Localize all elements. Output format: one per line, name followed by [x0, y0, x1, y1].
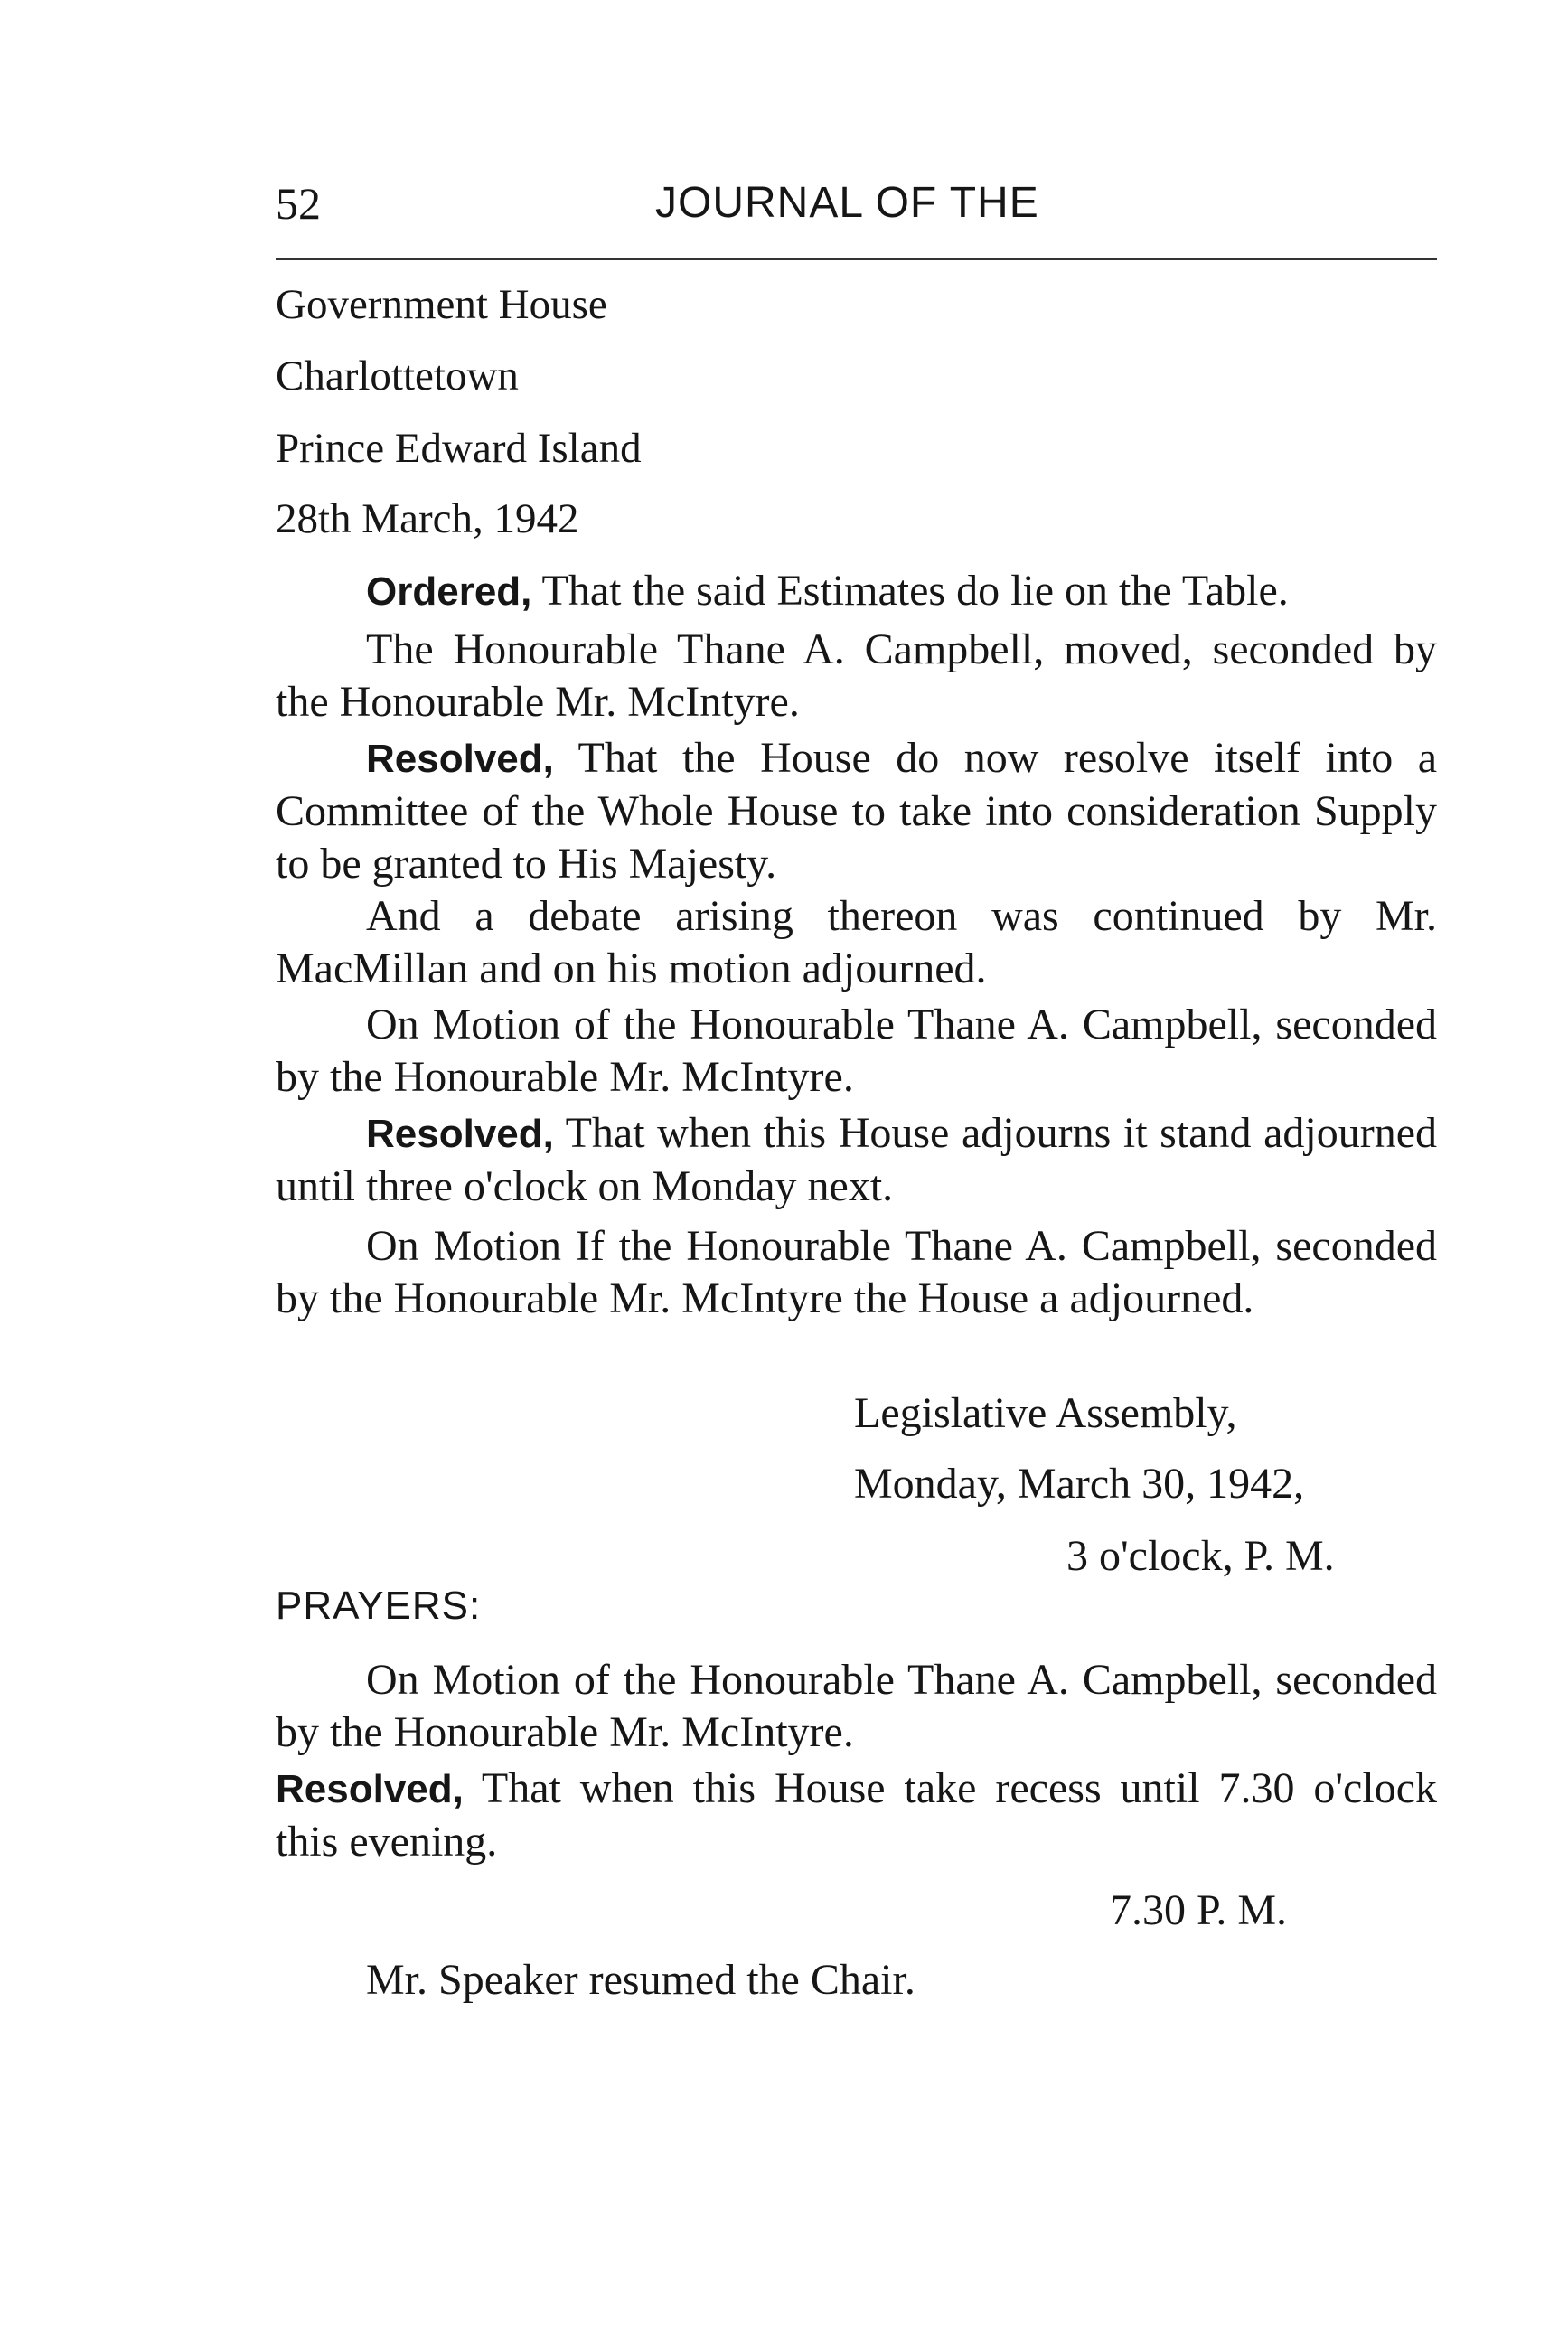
debate-paragraph: And a debate arising thereon was continued by Mr. MacMillan and on his motion adjourned.: [276, 892, 1437, 992]
adjournment-paragraph: On Motion If the Honourable Thane A. Campbell, seconded by the Honourable Mr. McIntyre the House a adjourned.: [276, 1222, 1437, 1322]
running-head: JOURNAL OF THE: [655, 179, 1039, 227]
ordered-lead: Ordered,: [366, 569, 532, 614]
address-date: 28th March, 1942: [276, 495, 579, 542]
header-rule: [276, 258, 1437, 260]
sitting-assembly: Legislative Assembly,: [854, 1389, 1237, 1437]
order-text: That the said Estimates do lie on the Table.: [531, 567, 1289, 615]
resolution-paragraph-1: [276, 732, 1437, 890]
motion-paragraph-3: On Motion of the Honourable Thane A. Campbell, seconded by the Honourable Mr. McIntyre.: [276, 1656, 1437, 1756]
address-line-1: Government House: [276, 281, 607, 328]
resolution-paragraph-2: [276, 1107, 1437, 1213]
page-header: [276, 176, 1437, 249]
address-line-2: Charlottetown: [276, 352, 519, 400]
recess-paragraph: [276, 1762, 1437, 1868]
address-line-3: Prince Edward Island: [276, 425, 642, 472]
speaker-paragraph: Mr. Speaker resumed the Chair.: [366, 1956, 915, 2004]
resolved-lead-2: Resolved,: [366, 1112, 554, 1156]
recess-text: That when this House take recess until 7.30 o'clock this evening.: [276, 1764, 1437, 1866]
resolution-text-1: That the House do now resolve itself into a Committee of the Whole House to take into consideration Supply to be granted to His Majesty.: [276, 734, 1437, 888]
resolved-lead-1: Resolved,: [366, 737, 554, 781]
order-paragraph: [276, 565, 1437, 618]
motion-paragraph-2: On Motion of the Honourable Thane A. Campbell, seconded by the Honourable Mr. McIntyre.: [276, 1001, 1437, 1101]
page-number: 52: [276, 178, 321, 229]
sitting-time: 3 o'clock, P. M.: [1066, 1532, 1335, 1580]
resolved-lead-3: Resolved,: [276, 1767, 464, 1811]
prayers-heading: PRAYERS:: [276, 1584, 482, 1628]
evening-time: 7.30 P. M.: [1110, 1886, 1288, 1934]
resolution-text-2: That when this House adjourns it stand adjourned until three o'clock on Monday next.: [276, 1109, 1437, 1210]
sitting-date: Monday, March 30, 1942,: [854, 1460, 1305, 1508]
motion-paragraph-1: The Honourable Thane A. Campbell, moved, seconded by the Honourable Mr. McIntyre.: [276, 625, 1437, 726]
